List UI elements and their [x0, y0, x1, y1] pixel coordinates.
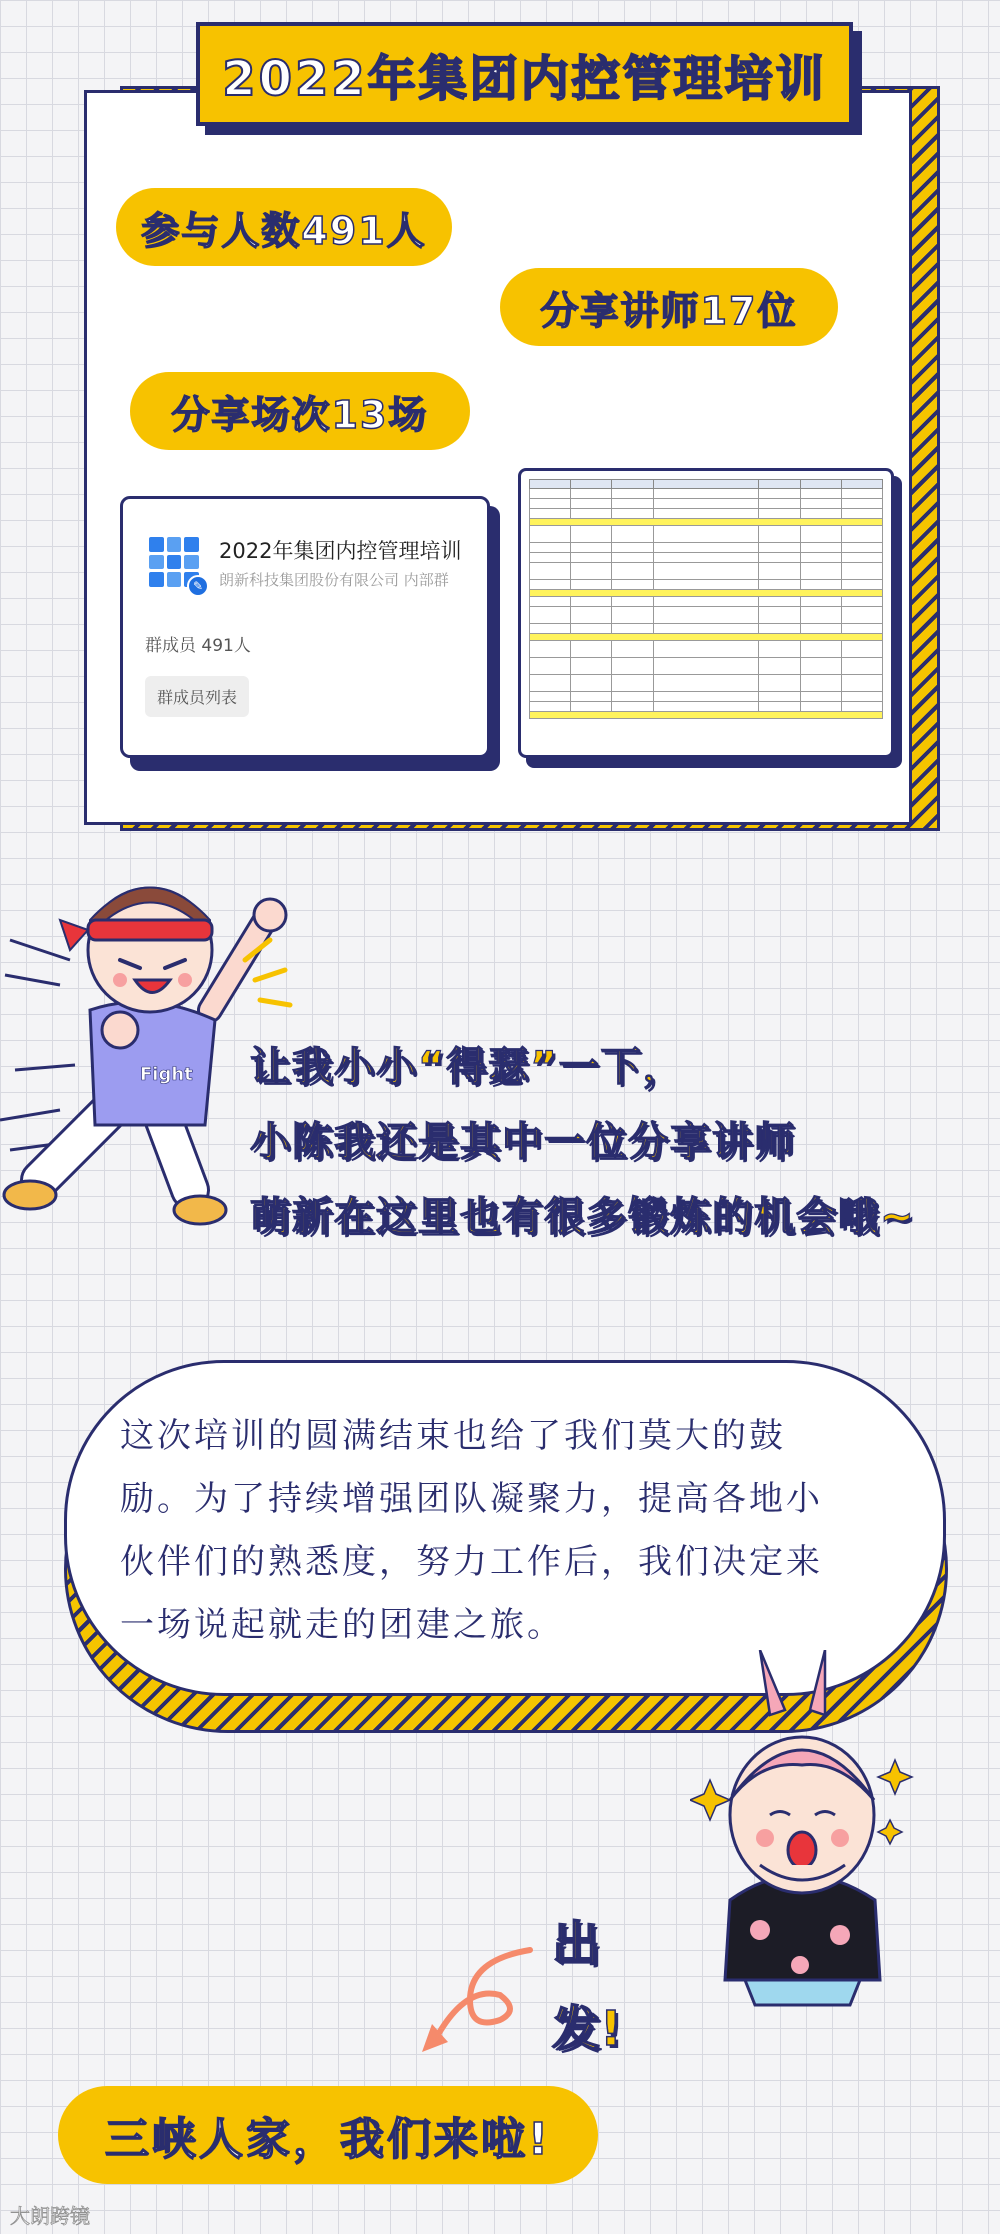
bubble-line: 一场说起就走的团建之旅。 [120, 1605, 564, 1645]
curved-arrow-icon [410, 1940, 540, 2060]
participants-badge: 参与人数491人 [116, 188, 452, 266]
go-text-2: 发! [552, 2001, 622, 2057]
destination-banner: 三峡人家，我们来啦! [58, 2086, 598, 2184]
bubble-line: 伙伴们的熟悉度，努力工作后，我们决定来 [120, 1542, 823, 1582]
fight-line-2: 小陈我还是其中一位分享讲师 [250, 1119, 796, 1165]
schedule-table-image [518, 468, 900, 764]
bubble-line: 励。为了持续增强团队凝聚力，提高各地小 [120, 1479, 823, 1519]
member-list-button[interactable]: 群成员列表 [145, 676, 249, 717]
group-avatar-icon [145, 533, 203, 591]
group-subtitle: 朗新科技集团股份有限公司 内部群 [219, 570, 449, 589]
lecturers-badge: 分享讲师17位 [500, 268, 838, 346]
sessions-badge: 分享场次13场 [130, 372, 470, 450]
go-text-1: 出 [552, 1916, 601, 1972]
group-title: 2022年集团内控管理培训 [219, 538, 462, 563]
excited-boy-illustration [690, 1650, 920, 2010]
bubble-line: 这次培训的圆满结束也给了我们莫大的鼓 [120, 1416, 786, 1456]
fight-line-1: 让我小小“得瑟”一下， [250, 1044, 685, 1090]
member-count: 群成员 491人 [145, 636, 251, 656]
fight-line-3: 萌新在这里也有很多锻炼的机会哦~ [250, 1194, 916, 1240]
bubble-paragraph [120, 1405, 900, 1657]
watermark: 大朗跨镜 [10, 2204, 90, 2228]
group-info-screenshot [120, 496, 495, 764]
page-title: 2022年集团内控管理培训 [196, 22, 853, 126]
shirt-text: Fight [140, 1064, 193, 1085]
edit-icon: ✎ [187, 575, 209, 597]
